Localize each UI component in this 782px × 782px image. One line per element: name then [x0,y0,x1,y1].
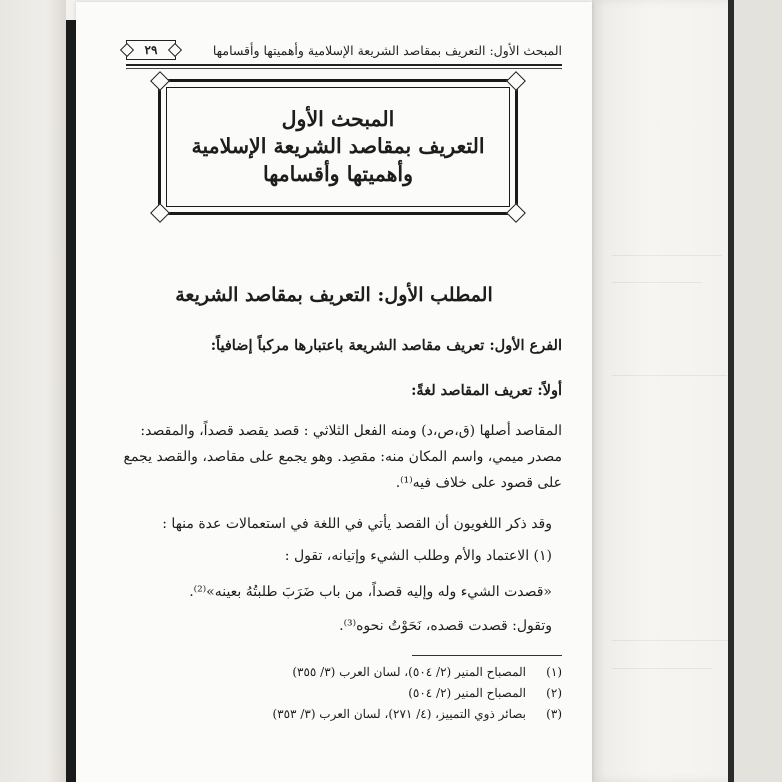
running-title: المبحث الأول: التعريف بمقاصد الشريعة الإسلامية وأهميتها وأقسامها [212,42,562,58]
footnote-text: المصباح المنير (٢/ ٥٠٤)، لسان العرب (٣/ ٣٥٥) [292,665,526,679]
footnote-number: (١) [546,665,562,679]
chapter-title-line: وأهميتها وأقسامها [262,161,414,186]
page-number-badge [126,40,176,60]
cover-binding-band [728,0,734,782]
paragraph-3: وتقول: قصدت قصده، نَحَوْتُ نحوه⁽³⁾. [339,618,552,634]
footnote-text: المصباح المنير (٢/ ٥٠٤) [408,686,526,700]
footnote-rule [412,655,562,656]
show-through-rule [612,640,732,641]
paragraph-line: على قصود على خلاف فيه⁽¹⁾. [395,475,562,491]
branch-heading: الفرع الأول: تعريف مقاصد الشريعة باعتبارها مركباً إضافياً: [210,337,562,354]
book-spine [66,20,76,782]
back-cover-edge [728,0,782,782]
footnote-item [116,683,562,704]
left-page-edge [0,0,66,782]
show-through-rule [612,255,722,256]
chapter-title-frame [158,79,518,215]
footnotes [116,662,562,725]
chapter-title [191,106,484,187]
show-through-rule [612,668,712,669]
book-page [76,2,592,782]
show-through-rule [612,282,702,283]
show-through-rule [612,375,727,376]
footnote-number: (٢) [546,686,562,700]
footnote-item [116,662,562,683]
paragraph-1 [116,418,562,496]
paragraph-line: المقاصد أصلها (ق،ص،د) ومنه الفعل الثلاثي : قصد يقصد قصداً، والمقصد: [140,423,562,439]
footnote-text: بصائر ذوي التمييز، (٤/ ٢٧١)، لسان العرب (٣/ ٣٥٣) [272,707,526,721]
chapter-title-line: التعريف بمقاصد الشريعة الإسلامية [191,134,485,159]
first-heading: أولاً: تعريف المقاصد لغةً: [411,382,562,399]
header-rule-thin [126,68,562,69]
footnote-item [116,704,562,725]
page-number: ٢٩ [144,43,158,57]
page-header [126,36,562,64]
section-heading: المطلب الأول: التعريف بمقاصد الشريعة [175,284,493,306]
list-item-1: (١) الاعتماد والأم وطلب الشيء وإتيانه، تقول : [284,548,552,564]
chapter-title-line: المبحث الأول [281,107,395,132]
header-rule [126,64,562,66]
paragraph-2: وقد ذكر اللغويون أن القصد يأتي في اللغة في استعمالات عدة منها : [162,516,552,532]
paragraph-line: مصدر ميمي، واسم المكان منه: مقصِد. وهو يجمع على مقاصد، والقصد يجمع [123,449,562,465]
quotation: «قصدت الشيء وله وإليه قصداً، من باب ضَرَبَ طلبتُهُ بعينه»⁽²⁾. [189,584,552,600]
footnote-number: (٣) [546,707,562,721]
